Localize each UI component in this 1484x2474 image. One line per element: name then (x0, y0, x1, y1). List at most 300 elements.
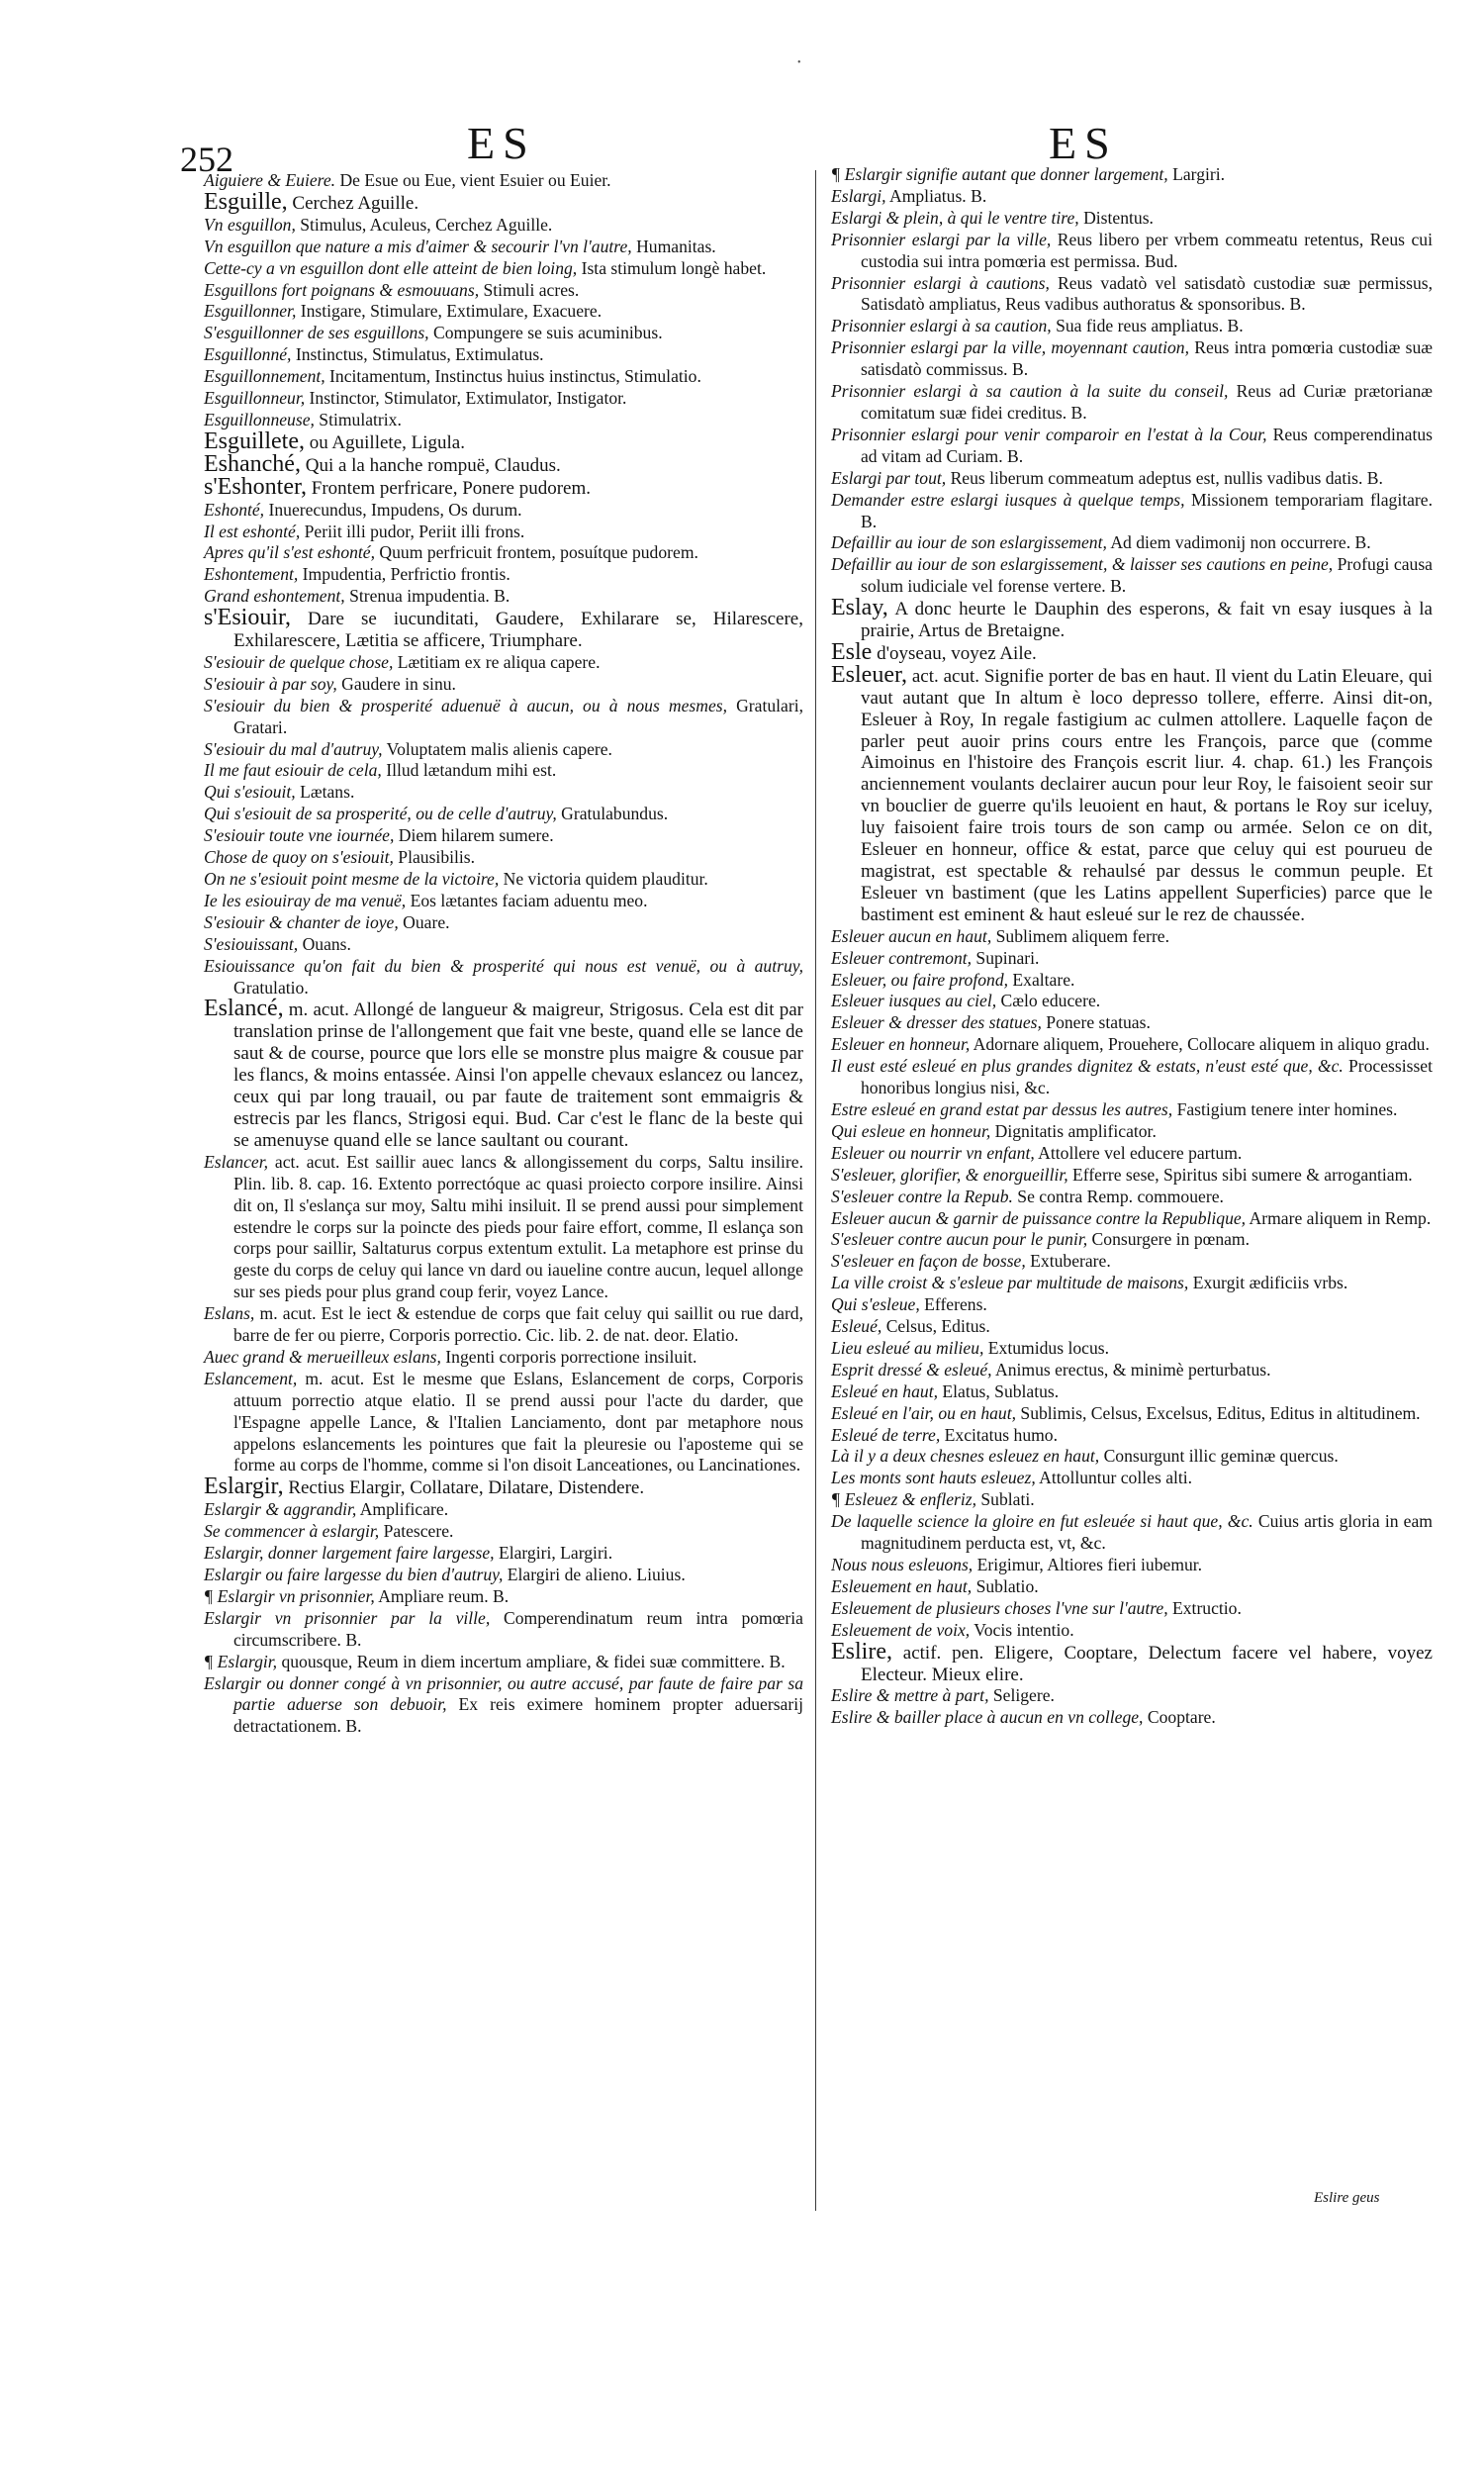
entry-text: Dignitatis amplificator. (990, 1120, 1157, 1141)
entry-headword: Qui s'esleue, (831, 1294, 920, 1315)
entry-text: Ponere statuas. (1041, 1012, 1151, 1033)
entry-text: Rectius Elargir, Collatare, Dilatare, Distendere. (283, 1477, 645, 1499)
entry-headword: Esguillete, (204, 428, 305, 454)
entry-headword: Esleuer aucun en haut, (831, 925, 992, 946)
dictionary-entry (831, 490, 1433, 533)
dictionary-entry (831, 1165, 1433, 1187)
dictionary-entry (204, 1543, 803, 1565)
entry-headword: Eslargi par tout, (831, 467, 947, 488)
entry-text: Plausibilis. (393, 847, 476, 868)
entry-headword: Ie les esiouiray de ma venuë, (204, 890, 407, 910)
entry-text: m. acut. Est le iect & estendue de corps que fait celuy qui saillit ou rue dard, barre de fer ou pierre, Corporis porrectio. Cic. lib. 2. de nat. deor. Elatio. (233, 1303, 803, 1346)
entry-headword: Vn esguillon, (204, 214, 296, 235)
entry-text: Lætans. (295, 782, 355, 803)
entry-headword: Qui s'esiouit de sa prosperité, ou de celle d'autruy, (204, 804, 557, 824)
entry-text: Extumidus locus. (983, 1337, 1109, 1358)
entry-text: Armare aliquem in Remp. (1246, 1207, 1432, 1228)
dictionary-entry (831, 1251, 1433, 1273)
entry-headword: S'esleuer contre la Repub. (831, 1186, 1013, 1206)
entry-text: Ampliatus. B. (885, 185, 987, 206)
dictionary-entry (204, 522, 803, 543)
entry-headword: Eslargir, donner largement faire largesse, (204, 1543, 495, 1564)
dictionary-entry (204, 564, 803, 586)
entry-headword: Esiouissance qu'on fait du bien & prosperité qui nous est venuë, ou à autruy, (204, 955, 803, 976)
entry-text: Frontem perfricare, Ponere pudorem. (307, 477, 592, 499)
entry-headword: Esleué de terre, (831, 1424, 941, 1445)
dictionary-entry (831, 1638, 1433, 1686)
dictionary-entry (831, 991, 1433, 1012)
entry-text: Illud lætandum mihi est. (381, 760, 557, 781)
dictionary-entry (204, 301, 803, 323)
entry-text: Ex reis eximere hominem propter aduersarij detractationem. B. (233, 1694, 804, 1737)
entry-headword: Prisonnier eslargi par la ville, moyennant caution, (831, 337, 1189, 358)
entry-text: Reus comperendinatus ad vitam ad Curiam. B. (861, 424, 1433, 466)
entry-text: Ouans. (298, 933, 351, 954)
entry-text: Voluptatem malis alienis capere. (382, 738, 612, 759)
entry-text: Celsus, Editus. (881, 1316, 990, 1337)
entry-text: Gratulatio. (233, 977, 309, 998)
entry-headword: Esguillons fort poignans & esmouuans, (204, 279, 480, 300)
dictionary-entry (204, 804, 803, 825)
dictionary-entry (204, 782, 803, 804)
entry-headword: Demander estre eslargi iusques à quelque temps, (831, 489, 1185, 510)
entry-text: Extuberare. (1025, 1251, 1111, 1272)
entry-text: Sublimem aliquem ferre. (991, 925, 1170, 946)
dictionary-entry (831, 970, 1433, 992)
entry-text: Qui a la hanche rompuë, Claudus. (300, 454, 561, 476)
column-rule (815, 170, 816, 2211)
entry-headword: On ne s'esiouit point mesme de la victoire, (204, 869, 500, 889)
entry-text: Gaudere in sinu. (336, 673, 456, 694)
dictionary-entry (831, 926, 1433, 948)
entry-text: Processisset honoribus longius nisi, &c. (861, 1056, 1433, 1098)
dictionary-entry (831, 1316, 1433, 1338)
running-head-left: ES (467, 118, 536, 168)
entry-headword: S'esleuer contre aucun pour le punir, (831, 1229, 1088, 1250)
entry-headword: Eshonté, (204, 499, 265, 520)
entry-headword: Esleuer ou nourrir vn enfant, (831, 1142, 1035, 1163)
dictionary-entry (204, 1152, 803, 1303)
dictionary-entry (831, 1468, 1433, 1489)
entry-headword: S'esiouir & chanter de ioye, (204, 911, 399, 932)
dictionary-entry (831, 1360, 1433, 1381)
entry-headword: Prisonnier eslargi à sa caution, (831, 316, 1052, 336)
entry-headword: Esle (831, 638, 873, 665)
entry-headword: Eslargir ou faire largesse du bien d'autruy, (204, 1565, 504, 1584)
entry-text: m. acut. Est le mesme que Eslans, Eslancement de corps, Corporis attuum porrectio atque elatio. Il se prend aussi pour l'acte du darder, que l'Espagne appelle Lance, & l'Italien Lanciamento, dont par metaphore nous appelons eslancements les pointures que fait la pleuresie ou l'aposteme qui se forme au corps de l'homme, comme si l'on disoit Lanceationes, ou Lancinationes. (233, 1368, 803, 1475)
dictionary-entry (204, 1476, 803, 1499)
entry-text: Sublati. (976, 1489, 1035, 1510)
dictionary-entry (204, 1586, 803, 1608)
dictionary-entry (831, 425, 1433, 468)
dictionary-entry (204, 1499, 803, 1521)
dictionary-entry (204, 542, 803, 564)
entry-headword: Esprit dressé & esleué, (831, 1359, 992, 1380)
entry-headword: Grand eshontement, (204, 586, 345, 607)
entry-text: Elargiri, Largiri. (494, 1543, 613, 1564)
entry-headword: Esleuer, (831, 661, 908, 688)
entry-text: Reus ad Curiæ prætorianæ comitatum suæ fidei creditus. B. (861, 381, 1433, 423)
entry-headword: Eshontement, (204, 564, 299, 585)
entry-headword: S'esiouir du bien & prosperité aduenuë à aucun, ou à nous mesmes, (204, 695, 728, 715)
entry-headword: Eslay, (831, 595, 888, 621)
entry-headword: Eslire, (831, 1638, 892, 1665)
entry-text: act. acut. Signifie porter de bas en haut. Il vient du Latin Eleuare, qui vaut autant que In altum è loco depresso tollere, efferre. Ainsi dit-on, Esleuer à Roy, In regale fastigium ac culmen attollere. Laquelle façon de parler peut auoir prins cours entre les François, parce que (comme Aimoinus en l'histoire des François escrit liur. 4. chap. 61.) les François anciennement voulants declairer aucun pour leur Roy, le faisoient seoir sur vn bouclier de guerre qu'ils leuoient en haut, & portans le Roy sur iceluy, luy faisoient faire trois tours de son camp ou armée. Selon ce on dit, Esleuer en honneur, office & estat, parce que celuy qui est pourueu de magistrat, est spectable & rehaulsé par dessus le commun peuple. Et Esleuer vn bastiment (que les Latins appellent Superficies) parce que le bastiment est eminent & haut esleué sur le rez de chaussée. (861, 665, 1433, 925)
entry-text: quousque, Reum in diem incertum ampliare, & fidei suæ committere. B. (277, 1651, 786, 1671)
entry-text: Instigare, Stimulare, Extimulare, Exacuere. (296, 301, 603, 322)
entry-headword: Eslargir vn prisonnier par la ville, (204, 1607, 491, 1628)
entry-headword: Eslancement, (204, 1368, 298, 1388)
entry-headword: Il est eshonté, (204, 521, 301, 541)
entry-text: Efferens. (919, 1294, 987, 1315)
entry-text: Ad diem vadimonij non occurrere. B. (1106, 532, 1371, 553)
dictionary-entry (204, 891, 803, 912)
entry-headword: Les monts sont hauts esleuez, (831, 1468, 1036, 1488)
entry-headword: S'esiouir de quelque chose, (204, 651, 394, 672)
entry-text: Reus liberum commeatum adeptus est, nullis vadibus datis. B. (946, 467, 1383, 488)
entry-headword: Chose de quoy on s'esiouit, (204, 847, 394, 868)
dictionary-entry (831, 1012, 1433, 1034)
dictionary-entry (204, 366, 803, 388)
dictionary-entry (204, 215, 803, 237)
entry-text: A donc heurte le Dauphin des esperons, & fait vn esay iusques à la prairie, Artus de Bretaigne. (861, 599, 1433, 642)
dictionary-entry (204, 188, 803, 215)
entry-headword: Esguillonneuse, (204, 409, 315, 429)
entry-headword: ¶ Eslargir vn prisonnier, (204, 1585, 375, 1606)
entry-headword: Se commencer à eslargir, (204, 1521, 380, 1542)
entry-text: Gratulabundus. (556, 804, 669, 824)
entry-text: Cerchez Aguille. (287, 192, 419, 214)
entry-text: Amplificare. (356, 1499, 449, 1520)
entry-text: Reus intra pomœria custodiæ suæ satisdatò commissus. B. (861, 337, 1433, 380)
entry-text: Patescere. (379, 1521, 454, 1542)
entry-headword: Cette-cy a vn esguillon dont elle atteint de bien loing, (204, 257, 578, 278)
entry-headword: Esleuer contremont, (831, 947, 973, 968)
dictionary-entry (204, 1608, 803, 1652)
entry-text: Consurgunt illic geminæ quercus. (1099, 1446, 1339, 1467)
entry-headword: La ville croist & s'esleue par multitude de maisons, (831, 1273, 1189, 1293)
entry-text: Fastigium tenere inter homines. (1172, 1098, 1398, 1119)
entry-headword: Esleué en haut, (831, 1380, 938, 1401)
entry-headword: Prisonnier eslargi à cautions, (831, 272, 1050, 293)
entry-headword: Vn esguillon que nature a mis d'aimer & secourir l'vn l'autre, (204, 236, 632, 256)
entry-headword: Eslancé, (204, 996, 284, 1022)
entry-headword: ¶ Eslargir, (204, 1651, 278, 1671)
dictionary-entry (204, 760, 803, 782)
entry-text: Se contra Remp. commouere. (1012, 1186, 1224, 1206)
dictionary-entry (204, 674, 803, 696)
entry-headword: s'Esiouir, (204, 605, 292, 631)
page-number: 252 (180, 140, 233, 179)
entry-headword: Eslire & bailler place à aucun en vn college, (831, 1707, 1144, 1728)
dictionary-entry (831, 1555, 1433, 1576)
entry-headword: Esguille, (204, 188, 288, 215)
entry-headword: S'esguillonner de ses esguillons, (204, 323, 429, 343)
entry-headword: De laquelle science la gloire en fut esleuée si haut que, &c. (831, 1511, 1253, 1532)
dictionary-entry (204, 1303, 803, 1347)
dictionary-entry (831, 1576, 1433, 1598)
dictionary-entry (831, 468, 1433, 490)
dictionary-entry (831, 1511, 1433, 1555)
entry-text: Cooptare. (1143, 1707, 1216, 1728)
entry-headword: Esleuement en haut, (831, 1575, 973, 1596)
dictionary-entry (204, 869, 803, 891)
entry-headword: Esleuer aucun & garnir de puissance contre la Republique, (831, 1207, 1247, 1228)
dictionary-entry (831, 638, 1433, 665)
dictionary-entry (204, 344, 803, 366)
entry-text: Attollere vel educere partum. (1034, 1142, 1243, 1163)
entry-headword: Eslans, (204, 1303, 255, 1324)
entry-text: act. acut. Est saillir auec lancs & allongissement du corps, Saltu insilire. Plin. lib. 8. cap. 16. Extento porrectóque ac quasi proiecto corpore insilire. Ainsi dit on, Il s'eslança sur moy, Saltu mihi insiluit. Il se prend aussi pour simplement estendre le corps sur la poincte des pieds pour faire effort, comme, Il eslança son corps pour saillir, Saltaturus corpus extentum extulit. La metaphore est prinse du geste du corps de celuy qui lance vn dard ou iaueline contre aucun, lequel allonge sur ses pieds pour plus grand coup ferir, voyez Lance. (233, 1151, 803, 1302)
dictionary-entry (204, 388, 803, 410)
entry-text: Attolluntur colles alti. (1035, 1468, 1193, 1488)
entry-text: Incitamentum, Instinctus huius instinctus, Stimulatio. (325, 366, 701, 387)
dictionary-entry (204, 1565, 803, 1586)
dictionary-entry (204, 1673, 803, 1739)
entry-text: Cælo educere. (996, 991, 1101, 1011)
dictionary-entry (831, 164, 1433, 186)
entry-text: Lætitiam ex re aliqua capere. (393, 651, 601, 672)
dictionary-entry (831, 1707, 1433, 1729)
entry-headword: Esleuement de voix, (831, 1619, 971, 1640)
entry-headword: s'Eshonter, (204, 473, 308, 500)
dictionary-entry (204, 1347, 803, 1369)
dictionary-entry (831, 1056, 1433, 1099)
dictionary-entry (831, 1403, 1433, 1425)
entry-headword: Aiguiere & Euiere. (204, 170, 336, 190)
dictionary-entry (831, 230, 1433, 273)
entry-text: Humanitas. (631, 236, 716, 256)
entry-text: Sublatio. (972, 1575, 1039, 1596)
entry-headword: Esleué en l'air, ou en haut, (831, 1402, 1017, 1423)
dictionary-entry (204, 825, 803, 847)
entry-headword: Esleuer & dresser des statues, (831, 1012, 1042, 1033)
entry-headword: Il me faut esiouir de cela, (204, 760, 382, 781)
dictionary-entry (204, 1652, 803, 1673)
dictionary-entry (831, 1446, 1433, 1468)
entry-headword: Apres qu'il s'est eshonté, (204, 542, 376, 563)
dictionary-entry (831, 1489, 1433, 1511)
entry-text: Excitatus humo. (940, 1424, 1058, 1445)
entry-headword: Eslire & mettre à part, (831, 1685, 989, 1706)
dictionary-entry (204, 739, 803, 761)
entry-headword: Nous nous esleuons, (831, 1555, 974, 1574)
dictionary-entry (204, 170, 803, 192)
entry-headword: ¶ Eslargir signifie autant que donner largement, (831, 164, 1168, 184)
dictionary-entry (831, 532, 1433, 554)
dictionary-entry (831, 661, 1433, 926)
dictionary-entry (831, 186, 1433, 208)
entry-text: Ingenti corporis porrectione insiluit. (440, 1346, 697, 1367)
entry-text: Adornare aliquem, Prouehere, Collocare aliquem in aliquo gradu. (970, 1034, 1430, 1055)
entry-text: Consurgere in pœnam. (1087, 1229, 1251, 1250)
entry-headword: S'esiouir toute vne iournée, (204, 825, 395, 846)
dictionary-entry (831, 381, 1433, 425)
dictionary-entry (831, 948, 1433, 970)
dictionary-entry (831, 1620, 1433, 1642)
dictionary-entry (831, 1099, 1433, 1121)
dictionary-entry (831, 337, 1433, 381)
entry-text: Missionem temporariam flagitare. B. (861, 489, 1433, 531)
entry-text: Ne victoria quidem plauditur. (499, 869, 708, 889)
entry-headword: Eslargir ou donner congé à vn prisonnier, ou autre accusé, par faute de faire par sa partie aduerse son debuoir, (204, 1672, 803, 1715)
dictionary-entry (831, 1273, 1433, 1294)
entry-text: Ouare. (398, 911, 450, 932)
entry-text: Cuius artis gloria in eam magnitudinem perducta est, vt, &c. (861, 1511, 1433, 1554)
entry-text: Reus libero per vrbem commeatu retentus, Reus cui custodia sui intra pomœria est permissa. Bud. (861, 229, 1433, 271)
dictionary-entry (204, 1521, 803, 1543)
dictionary-entry (831, 1425, 1433, 1447)
entry-headword: Eslargir & aggrandir, (204, 1499, 357, 1520)
entry-headword: Auec grand & merueilleux eslans, (204, 1346, 441, 1367)
dictionary-entry (831, 1208, 1433, 1230)
entry-headword: S'esiouir du mal d'autruy, (204, 738, 383, 759)
entry-text: Diem hilarem sumere. (394, 825, 554, 846)
dictionary-entry (204, 323, 803, 344)
entry-text: Ampliare reum. B. (374, 1585, 510, 1606)
dictionary-entry (831, 316, 1433, 337)
entry-headword: Qui esleue en honneur, (831, 1120, 991, 1141)
entry-text: Largiri. (1167, 164, 1226, 184)
entry-headword: Eshanché, (204, 450, 301, 477)
dictionary-entry (831, 273, 1433, 317)
entry-text: Compungere se suis acuminibus. (428, 323, 663, 343)
entry-headword: Eslargir, (204, 1474, 284, 1500)
entry-text: Reus vadatò vel satisdatò custodiæ suæ permissus, Satisdatò ampliatus, Reus vadibus authoratus & sponsoribus. B. (861, 272, 1433, 315)
entry-headword: Esleuement de plusieurs choses l'vne sur l'autre, (831, 1597, 1168, 1618)
dictionary-entry (204, 258, 803, 280)
entry-text: Impudentia, Perfrictio frontis. (298, 564, 510, 585)
entry-text: Sublimis, Celsus, Excelsus, Editus, Editus in altitudinem. (1016, 1402, 1421, 1423)
entry-text: Elatus, Sublatus. (937, 1380, 1060, 1401)
entry-text: Exaltare. (1008, 969, 1075, 990)
entry-headword: Esguillonnement, (204, 366, 325, 387)
dictionary-entry (831, 1229, 1433, 1251)
entry-headword: Esguillonner, (204, 301, 297, 322)
entry-text: Efferre sese, Spiritus sibi sumere & arrogantiam. (1067, 1164, 1413, 1185)
dictionary-entry (204, 500, 803, 522)
entry-headword: Prisonnier eslargi pour venir comparoir en l'estat à la Cour, (831, 424, 1267, 444)
dictionary-entry (831, 208, 1433, 230)
right-column (831, 164, 1433, 1729)
dictionary-entry (831, 1187, 1433, 1208)
dictionary-entry (831, 1685, 1433, 1707)
dictionary-entry (831, 1381, 1433, 1403)
dictionary-entry (831, 1598, 1433, 1620)
entry-text: ou Aguillete, Ligula. (304, 431, 465, 453)
entry-headword: S'esleuer, glorifier, & enorgueillir, (831, 1164, 1068, 1185)
dictionary-entry (831, 1034, 1433, 1056)
entry-text: Sua fide reus ampliatus. B. (1051, 316, 1244, 336)
entry-text: actif. pen. Eligere, Cooptare, Delectum facere vel habere, voyez Electeur. Mieux elire. (861, 1642, 1433, 1685)
dictionary-entry (204, 280, 803, 302)
entry-text: m. acut. Allongé de langueur & maigreur, Strigosus. Cela est dit par translation prinse de l'allongement que fait vne beste, quand elle se lance de saut & de course, pource que lors elle se monstre plus maigre & cousue par les flancs, & moins entassée. Ainsi l'on appelle chevaux eslancez ou lancez, ceux qui par long trauail, ou par faute de traitement sont emmaigris & estrecis par les flancs, Strigosi equi. Bud. Car c'est le flanc de la beste qui se amenuyse quand elle se lance saultant ou courant. (233, 999, 803, 1151)
entry-headword: Eslargi, (831, 185, 886, 206)
entry-text: Exurgit ædificiis vrbs. (1188, 1273, 1348, 1293)
entry-text: Stimuli acres. (479, 279, 580, 300)
running-head-right: ES (1049, 118, 1118, 168)
entry-headword: Eslargi & plein, à qui le ventre tire, (831, 207, 1079, 228)
dictionary-entry (831, 1143, 1433, 1165)
entry-headword: Il eust esté esleué en plus grandes dignitez & estats, n'eust esté que, &c. (831, 1056, 1344, 1077)
entry-text: De Esue ou Eue, vient Esuier ou Euier. (335, 170, 611, 190)
entry-text: Stimulus, Aculeus, Cerchez Aguille. (295, 214, 553, 235)
dictionary-entry (204, 847, 803, 869)
dictionary-entry (204, 652, 803, 674)
entry-headword: Esleué, (831, 1316, 882, 1337)
catchword: Eslire geus (1314, 2190, 1380, 2206)
entry-headword: S'esleuer en façon de bosse, (831, 1251, 1026, 1272)
entry-text: Profugi causa solum iudiciale vel forense vertere. B. (861, 554, 1433, 597)
entry-headword: Prisonnier eslargi par la ville, (831, 229, 1052, 249)
left-column (204, 170, 803, 1738)
entry-text: Periit illi pudor, Periit illi frons. (300, 521, 525, 541)
entry-text: Extructio. (1167, 1597, 1242, 1618)
dictionary-entry (204, 1369, 803, 1477)
dictionary-entry (204, 996, 803, 1151)
dictionary-entry (204, 934, 803, 956)
dictionary-entry (204, 237, 803, 258)
dictionary-entry (831, 595, 1433, 642)
dictionary-entry (204, 605, 803, 652)
entry-headword: Estre esleué en grand estat par dessus les autres, (831, 1098, 1173, 1119)
dictionary-entry (204, 586, 803, 608)
dictionary-entry (204, 696, 803, 739)
entry-text: Supinari. (972, 947, 1040, 968)
entry-text: Dare se iucunditati, Gaudere, Exhilarare se, Hilarescere, Exhilarescere, Lætitia se afficere, Triumphare. (233, 609, 803, 652)
dictionary-entry (831, 554, 1433, 598)
entry-text: Gratulari, Gratari. (233, 695, 803, 737)
entry-headword: S'esiouissant, (204, 933, 299, 954)
dictionary-entry (831, 1294, 1433, 1316)
dictionary-entry (831, 1121, 1433, 1143)
entry-headword: Esguillonné, (204, 344, 292, 365)
entry-text: Eos lætantes faciam aduentu meo. (406, 890, 648, 910)
entry-text: Elargiri de alieno. Liuius. (503, 1565, 686, 1584)
entry-headword: ¶ Esleuez & enfleriz, (831, 1489, 976, 1510)
dictionary-entry (204, 473, 803, 500)
entry-headword: Esleuer, ou faire profond, (831, 969, 1009, 990)
entry-text: Animus erectus, & minimè perturbatus. (991, 1359, 1271, 1380)
entry-headword: Eslancer, (204, 1151, 268, 1172)
entry-headword: Esguillonneur, (204, 388, 306, 409)
entry-text: Ista stimulum longè habet. (577, 257, 767, 278)
entry-headword: Defaillir au iour de son eslargissement, (831, 532, 1107, 553)
entry-text: Quum perfricuit frontem, posuítque pudorem. (375, 542, 698, 563)
entry-text: Seligere. (988, 1685, 1055, 1706)
entry-text: d'oyseau, voyez Aile. (872, 642, 1037, 664)
entry-headword: Esleuer iusques au ciel, (831, 991, 997, 1011)
entry-text: Distentus. (1078, 207, 1154, 228)
entry-headword: S'esiouir à par soy, (204, 673, 337, 694)
entry-headword: Qui s'esiouit, (204, 782, 296, 803)
entry-headword: Prisonnier eslargi à sa caution à la suite du conseil, (831, 381, 1229, 402)
entry-headword: Là il y a deux chesnes esleuez en haut, (831, 1446, 1100, 1467)
entry-text: Erigimur, Altiores fieri iubemur. (973, 1555, 1203, 1574)
entry-headword: Esleuer en honneur, (831, 1034, 971, 1055)
entry-text: Strenua impudentia. B. (344, 586, 510, 607)
dictionary-entry (831, 1338, 1433, 1360)
entry-text: Instinctus, Stimulatus, Extimulatus. (291, 344, 544, 365)
top-mark: • (797, 57, 801, 68)
entry-text: Stimulatrix. (314, 409, 402, 429)
entry-headword: Lieu esleué au milieu, (831, 1337, 984, 1358)
entry-text: Comperendinatum reum intra pomœria circumscribere. B. (233, 1607, 803, 1650)
dictionary-entry (204, 956, 803, 999)
entry-text: Vocis intentio. (970, 1619, 1074, 1640)
dictionary-entry (204, 912, 803, 934)
entry-text: Inuerecundus, Impudens, Os durum. (264, 499, 522, 520)
